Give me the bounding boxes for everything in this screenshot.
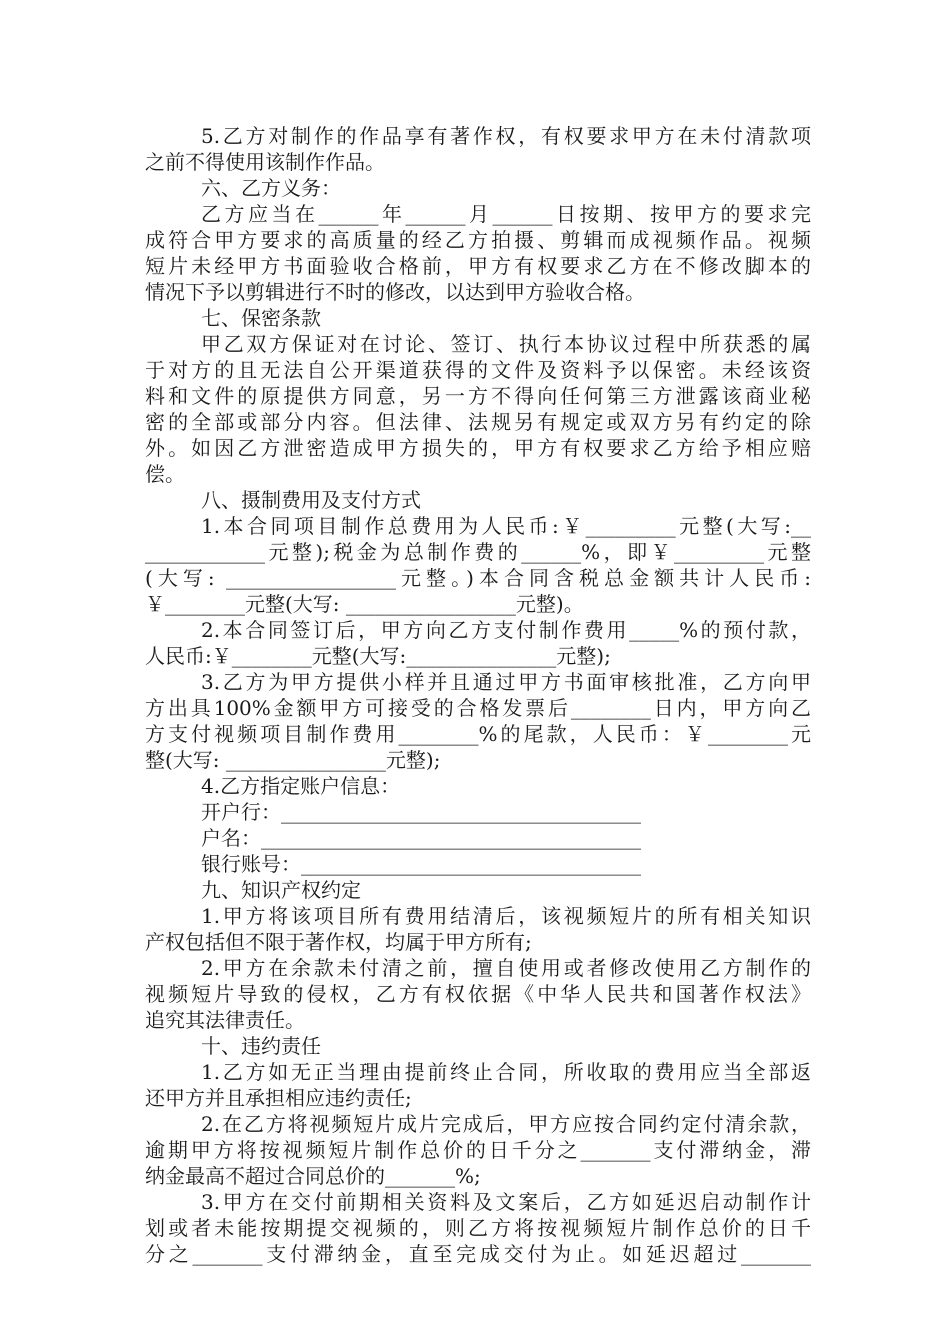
text-line: 成符合甲方要求的高质量的经乙方拍摄、剪辑而成视频作品。视频 (145, 228, 811, 252)
text-line: 偿。 (145, 462, 185, 486)
text-line: 之前不得使用该制作作品。 (145, 150, 385, 174)
text-line: ____________元整);税金为总制作费的______%，即￥_________元整 (145, 540, 811, 564)
document-page (145, 123, 811, 1267)
text-line: 人民币:￥________元整(大写:_______________元整); (145, 644, 611, 668)
text-line: 1.乙方如无正当理由提前终止合同，所收取的费用应当全部返 (201, 1060, 811, 1084)
text-line: 2.在乙方将视频短片成片完成后，甲方应按合同约定付清余款， (201, 1112, 811, 1136)
text-line: 七、保密条款 (201, 306, 321, 330)
text-line: 3.乙方为甲方提供小样并且通过甲方书面审核批准，乙方向甲 (201, 670, 811, 694)
text-line: (大写: _________________元整。)本合同含税总金额共计人民币: (145, 566, 811, 590)
text-line: 九、知识产权约定 (201, 878, 361, 902)
text-line: 5.乙方对制作的作品享有著作权，有权要求甲方在未付清款项 (201, 124, 811, 148)
text-line: 外。如因乙方泄密造成甲方损失的，甲方有权要求乙方给予相应赔 (145, 436, 811, 460)
text-line: 产权包括但不限于著作权，均属于甲方所有; (145, 930, 532, 954)
text-line: 1.本合同项目制作总费用为人民币:￥_________元整(大写:__ (201, 514, 811, 538)
text-line: 3.甲方在交付前期相关资料及文案后，乙方如延迟启动制作计 (201, 1190, 811, 1214)
text-line: 甲乙双方保证对在讨论、签订、执行本协议过程中所获悉的属 (201, 332, 811, 356)
text-line: 方支付视频项目制作费用________%的尾款，人民币：￥________元 (145, 722, 811, 746)
text-line: 追究其法律责任。 (145, 1008, 305, 1032)
text-line: 八、摄制费用及支付方式 (201, 488, 421, 512)
text-line: 还甲方并且承担相应违约责任; (145, 1086, 412, 1110)
text-line: 逾期甲方将按视频短片制作总价的日千分之_______支付滞纳金，滞 (145, 1138, 811, 1162)
text-line: 于对方的且无法自公开渠道获得的文件及资料予以保密。未经该资 (145, 358, 811, 382)
text-line: 六、乙方义务： (201, 176, 341, 200)
text-line: 户名：______________________________________ (201, 826, 641, 850)
text-line: 短片未经甲方书面验收合格前，甲方有权要求乙方在不修改脚本的 (145, 254, 811, 278)
text-line: 密的全部或部分内容。但法律、法规另有规定或双方另有约定的除 (145, 410, 811, 434)
text-line: ￥________元整(大写: _________________元整)。 (145, 592, 584, 616)
text-line: 视频短片导致的侵权，乙方有权依据《中华人民共和国著作权法》 (145, 982, 811, 1006)
text-line: 十、违约责任 (201, 1034, 321, 1058)
text-line: 2.甲方在余款未付清之前，擅自使用或者修改使用乙方制作的 (201, 956, 811, 980)
text-line: 情况下予以剪辑进行不时的修改，以达到甲方验收合格。 (145, 280, 645, 304)
text-line: 纳金最高不超过合同总价的_______%; (145, 1164, 481, 1188)
text-line: 方出具100%金额甲方可接受的合格发票后________日内，甲方向乙 (145, 696, 811, 720)
text-line: 4.乙方指定账户信息： (201, 774, 401, 798)
text-line: 开户行：____________________________________ (201, 800, 641, 824)
text-line: 银行账号：__________________________________ (201, 852, 641, 876)
text-line: 2.本合同签订后，甲方向乙方支付制作费用_____%的预付款， (201, 618, 811, 642)
text-line: 料和文件的原提供方同意，另一方不得向任何第三方泄露该商业秘 (145, 384, 811, 408)
text-line: 乙方应当在______年______月______日按期、按甲方的要求完 (201, 202, 811, 226)
text-line: 分之_______支付滞纳金，直至完成交付为止。如延迟超过_______ (145, 1242, 811, 1266)
text-line: 整(大写: ________________元整); (145, 748, 441, 772)
text-line: 划或者未能按期提交视频的，则乙方将按视频短片制作总价的日千 (145, 1216, 811, 1240)
text-line: 1.甲方将该项目所有费用结清后，该视频短片的所有相关知识 (201, 904, 811, 928)
